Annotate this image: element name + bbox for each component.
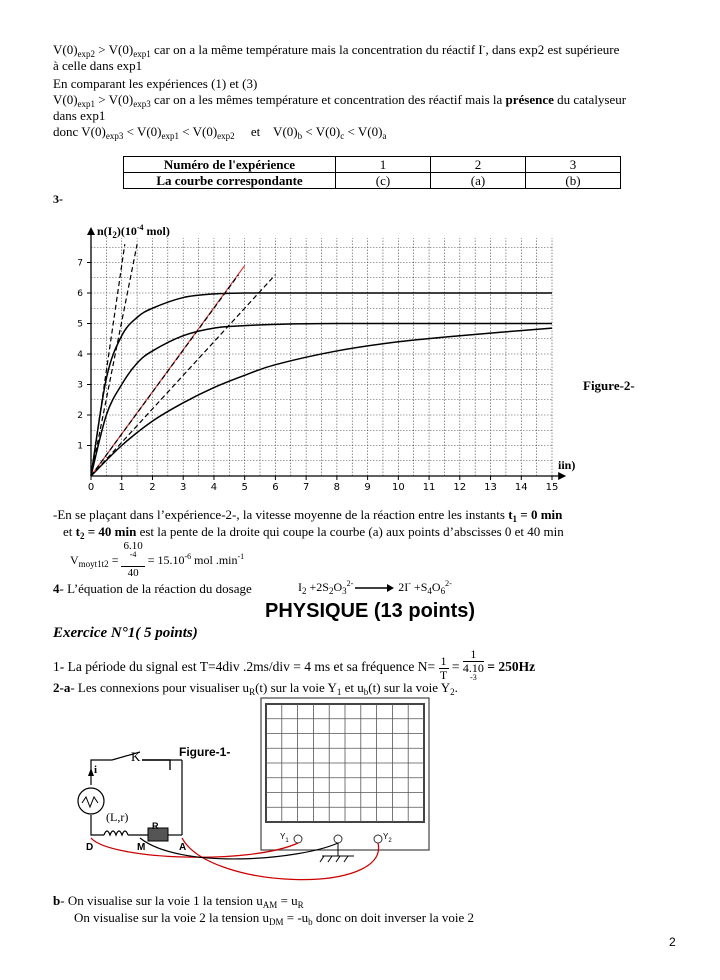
x-tick-label: 10 <box>391 482 405 493</box>
inductor-icon <box>104 831 128 835</box>
circuit-diagram <box>0 690 720 900</box>
table-cell: 2 <box>431 157 526 173</box>
y-tick-label: 2 <box>77 411 83 421</box>
figure-2-label: Figure-2- <box>583 378 635 393</box>
series-tangent-dash-2 <box>91 244 137 476</box>
x-axis-arrow-icon <box>558 472 566 480</box>
y-tick-label: 5 <box>77 319 83 330</box>
circuit-label-k: K <box>131 749 141 764</box>
graph-ylabel: $n(I_2)(10^{-4}$ mol) <box>97 223 170 240</box>
table-cell: (a) <box>431 173 526 189</box>
circuit-label-m: M <box>137 842 146 853</box>
x-tick-label: 0 <box>87 482 95 493</box>
text-line-2: à celle dans exp1 <box>53 58 143 73</box>
scope-label-y2: $Y_2$ <box>383 832 392 844</box>
y-tick-label: 4 <box>77 350 83 360</box>
question-b-line-1: b- On visualise sur la voie 1 la tension $u_{AM} = u_R$ <box>53 893 304 910</box>
text-line-4: $V(0)_{exp1} > V(0)_{exp3}$ car on a les mêmes température et concentration des réactif mais la présence du catalyseur <box>53 92 627 109</box>
x-tick-label: 4 <box>210 482 218 493</box>
text-line-6: donc $V(0)_{exp3} < V(0)_{exp1} < V(0)_{exp2}$ et $V(0)_b < V(0)_c < V(0)_a$ <box>53 124 387 141</box>
paragraph-speed-2: et $t_2 = 40$ min est la pente de la droite qui coupe la courbe (a) aux points d’abscisses 0 et 40 min <box>63 524 564 541</box>
page-number: 2 <box>669 935 676 949</box>
circuit-label-a: A <box>179 842 187 853</box>
x-tick-label: 8 <box>333 482 341 493</box>
table-cell: 1 <box>336 157 431 173</box>
circuit-label-d: D <box>86 842 94 853</box>
text-line-3: En comparant les expériences (1) et (3) <box>53 76 258 91</box>
x-tick-label: 7 <box>302 482 310 493</box>
graph-curves <box>91 244 552 476</box>
socket-ground-icon <box>334 835 342 843</box>
x-tick-label: 1 <box>118 482 125 493</box>
velocity-formula: $V_{moyt1t2}$ = 6.10 $^{-4}$ 40 = $15.10^{-6}$ mol $.\min^{-1}$ <box>70 540 245 579</box>
x-tick-label: 9 <box>364 482 371 493</box>
question-2a: 2-a- Les connexions pour visualiser $u_R(t)$ sur la voie $Y_1$ et $u_b(t)$ sur la voie $Y_2$. <box>53 680 458 697</box>
figure-1-label: Figure-1- <box>179 745 231 759</box>
circuit-label-i: i <box>94 764 98 776</box>
x-tick-label: 14 <box>514 482 528 493</box>
circuit-label-r: R <box>152 821 159 831</box>
table-header-cell: Numéro de l'expérience <box>124 157 336 173</box>
physics-title: PHYSIQUE (13 points) <box>264 600 476 622</box>
x-tick-label: 12 <box>453 482 467 493</box>
question-b-line-2: On visualise sur la voie 2 la tension $u_{DM} = -u_b$ donc on doit inverser la voie 2 <box>74 910 475 927</box>
table-cell: (b) <box>526 173 621 189</box>
y-tick-label: 3 <box>77 380 83 391</box>
circuit-label-l: (L,r) <box>106 810 129 824</box>
x-tick-label: 11 <box>422 482 436 493</box>
text-line-1: $V(0)_{exp2} > V(0)_{exp1}$ car on a la même température mais la concentration du réactif I-, dans exp2 est supérieure <box>53 42 620 59</box>
generator-icon <box>78 788 104 814</box>
y-tick-label: 1 <box>77 441 83 452</box>
x-tick-label: 5 <box>241 482 248 493</box>
x-tick-label: 6 <box>272 482 279 493</box>
section-3-label: 3- <box>53 192 63 206</box>
y-tick-label: 7 <box>77 258 83 269</box>
exercise-1-title: Exercice N°1( 5 points) <box>53 625 198 641</box>
paragraph-speed-1: -En se plaçant dans l’expérience-2-, la vitesse moyenne de la réaction entre les instants $t_1 = 0$ min <box>53 507 563 524</box>
x-tick-label: 3 <box>180 482 187 493</box>
x-tick-label: 2 <box>149 482 156 493</box>
graph-grid <box>91 238 552 476</box>
table-cell: 3 <box>526 157 621 173</box>
text-line-5: dans exp1 <box>53 108 106 123</box>
dosage-equation: $I_2 +2S_2O_3^{2-}$ $2I^- +S_4O_6^{2-}$ <box>298 579 452 596</box>
table-header-cell: La courbe correspondante <box>124 173 336 189</box>
table-cell: (c) <box>336 173 431 189</box>
question-4: 4- L’équation de la réaction du dosage <box>53 581 252 596</box>
y-axis-arrow-icon <box>87 227 95 235</box>
x-tick-label: 15 <box>545 482 559 493</box>
x-tick-label: 13 <box>484 482 497 493</box>
y-tick-label: 6 <box>77 289 83 299</box>
socket-y2-icon <box>374 835 382 843</box>
socket-y1-icon <box>294 835 302 843</box>
graph-xlabel: iin) <box>558 458 576 472</box>
series-tangent-dash-1 <box>91 244 125 476</box>
question-1: 1- La période du signal est T=4div .2ms/div = 4 ms et sa fréquence N= $\frac{1}{T}$ = 1 4.10 $^{-3}$ = 250Hz <box>53 647 536 682</box>
reaction-arrow-icon <box>353 583 395 593</box>
scope-label-y1: $Y_1$ <box>280 832 289 844</box>
